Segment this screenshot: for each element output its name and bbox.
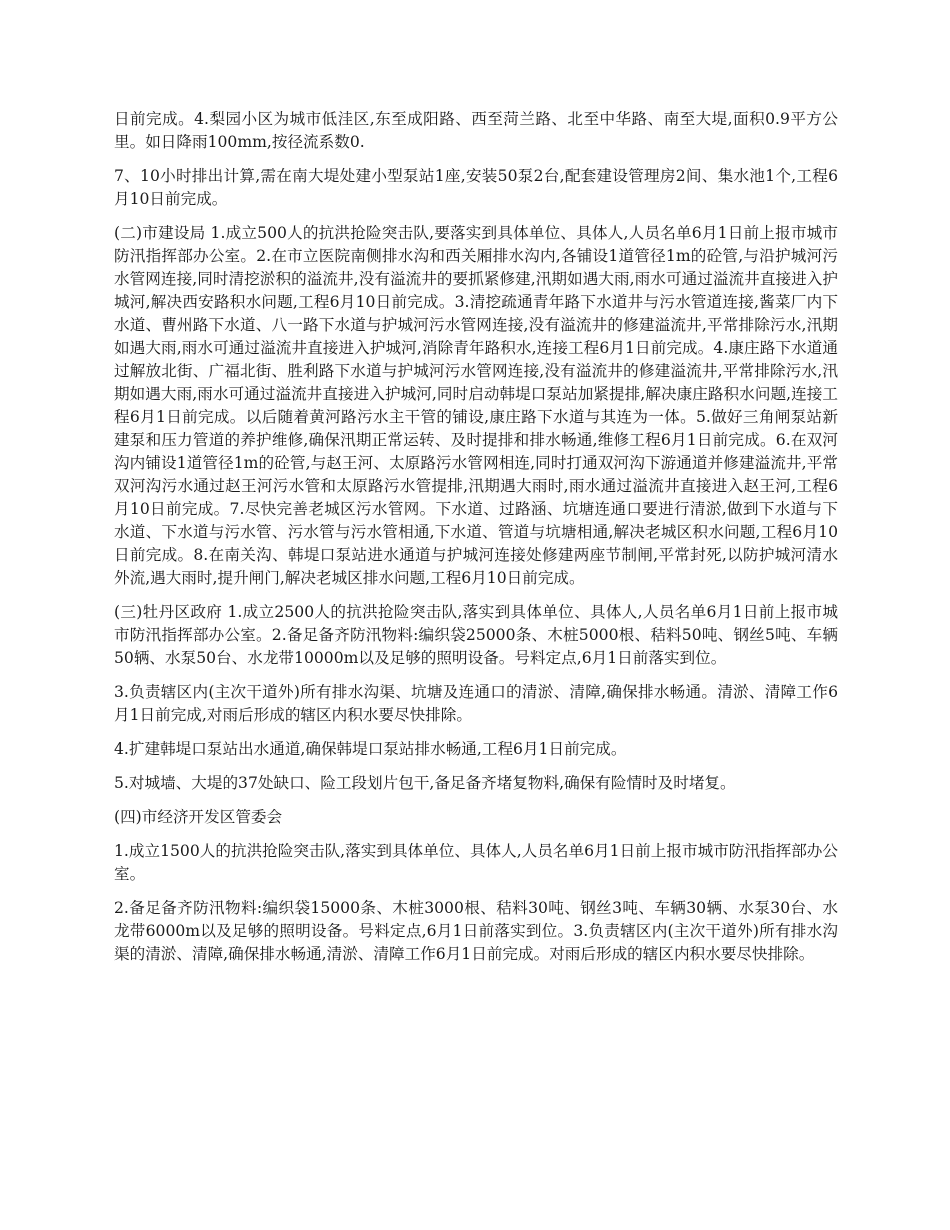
paragraph-mudan-district: (三)牡丹区政府 1.成立2500人的抗洪抢险突击队,落实到具体单位、具体人,人员名单6月1日前上报市城市防汛指挥部办公室。2.备足备齐防汛物料:编织袋25000条、木桩5000根、秸料50吨、钢丝5吨、车辆50辆、水泵50台、水龙带10000m以及足够的照明设备。号料定点,6月1日前落实到位。 bbox=[114, 603, 838, 667]
document-body bbox=[114, 108, 838, 977]
paragraph-mudan-item-4: 4.扩建韩堤口泵站出水通道,确保韩堤口泵站排水畅通,工程6月1日前完成。 bbox=[114, 740, 627, 758]
paragraph-mudan-item-3: 3.负责辖区内(主次干道外)所有排水沟渠、坑塘及连通口的清淤、清障,确保排水畅通。清淤、清障工作6月1日前完成,对雨后形成的辖区内积水要尽快排除。 bbox=[114, 683, 838, 724]
paragraph-mudan-item-5: 5.对城墙、大堤的37处缺口、险工段划片包干,备足备齐堵复物料,确保有险情时及时堵复。 bbox=[114, 774, 736, 792]
paragraph-zone-item-2-3: 2.备足备齐防汛物料:编织袋15000条、木桩3000根、秸料30吨、钢丝3吨、车辆30辆、水泵30台、水龙带6000m以及足够的照明设备。号料定点,6月1日前落实到位。3.负责辖区内(主次干道外)所有排水沟渠的清淤、清障,确保排水畅通,清淤、清障工作6月1日前完成。对雨后形成的辖区内积水要尽快排除。 bbox=[114, 899, 838, 963]
paragraph-zone-item-1: 1.成立1500人的抗洪抢险突击队,落实到具体单位、具体人,人员名单6月1日前上报市城市防汛指挥部办公室。 bbox=[114, 842, 838, 883]
paragraph-construction-bureau: (二)市建设局 1.成立500人的抗洪抢险突击队,要落实到具体单位、具体人,人员名单6月1日前上报市城市防汛指挥部办公室。2.在市立医院南侧排水沟和西关厢排水沟内,各铺设1道管径1m的砼管,与沿护城河污水管网连接,同时清挖淤积的溢流井,没有溢流井的要抓紧修建,汛期如遇大雨,雨水可通过溢流井直接进入护城河,解决西安路积水问题,工程6月10日前完成。3.清挖疏通青年路下水道井与污水管道连接,酱菜厂内下水道、曹州路下水道、八一路下水道与护城河污水管网连接,没有溢流井的修建溢流井,平常排除污水,汛期如遇大雨,雨水可通过溢流井直接进入护城河,消除青年路积水,连接工程6月1日前完成。4.康庄路下水道通过解放北街、广福北街、胜利路下水道与护城河污水管网连接,没有溢流井的修建溢流井,平常排除污水,汛期如遇大雨,雨水可通过溢流井直接进入护城河,同时启动韩堤口泵站加紧提排,解决康庄路积水问题,连接工程6月1日前完成。以后随着黄河路污水主干管的铺设,康庄路下水道与其连为一体。5.做好三角闸泵站新建泵和压力管道的养护维修,确保汛期正常运转、及时提排和排水畅通,维修工程6月1日前完成。6.在双河沟内铺设1道管径1m的砼管,与赵王河、太原路污水管网相连,同时打通双河沟下游通道并修建溢流井,平常双河沟污水通过赵王河污水管和太原路污水管提排,汛期遇大雨时,雨水通过溢流井直接进入赵王河,工程6月10日前完成。7.尽快完善老城区污水管网。下水道、过路涵、坑塘连通口要进行清淤,做到下水道与下水道、下水道与污水管、污水管与污水管相通,下水道、管道与坑塘相通,解决老城区积水问题,工程6月10日前完成。8.在南关沟、韩堤口泵站进水通道与护城河连接处修建两座节制闸,平常封死,以防护城河清水外流,遇大雨时,提升闸门,解决老城区排水问题,工程6月10日前完成。 bbox=[114, 224, 838, 587]
section-heading-development-zone: (四)市经济开发区管委会 bbox=[114, 808, 283, 826]
paragraph-liyuan-district: 日前完成。4.梨园小区为城市低洼区,东至成阳路、西至菏兰路、北至中华路、南至大堤,面积0.9平方公里。如日降雨100mm,按径流系数0. bbox=[114, 110, 838, 151]
paragraph-pump-station: 7、10小时排出计算,需在南大堤处建小型泵站1座,安装50泵2台,配套建设管理房2间、集水池1个,工程6月10日前完成。 bbox=[114, 167, 838, 208]
